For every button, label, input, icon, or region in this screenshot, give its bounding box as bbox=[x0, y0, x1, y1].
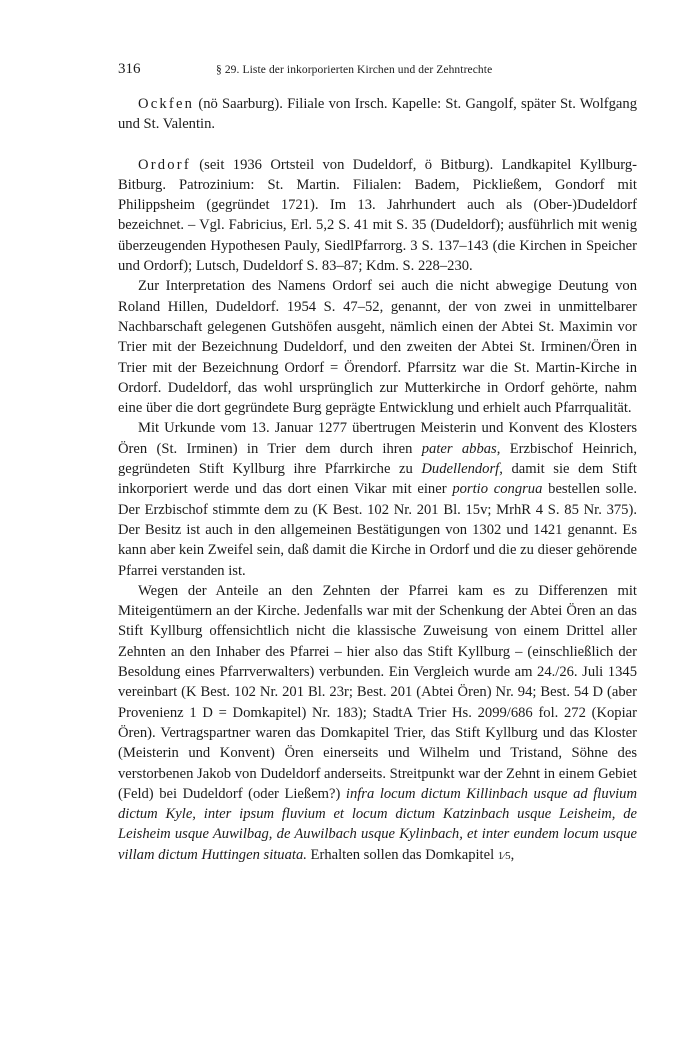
p3-italic-pater-abbas: pater abbas bbox=[421, 440, 497, 457]
page-body bbox=[118, 94, 637, 866]
page-header bbox=[118, 61, 638, 85]
entry-ordorf-paragraph-1 bbox=[118, 155, 637, 277]
entry-name-ockfen: Ockfen bbox=[138, 96, 195, 112]
entry-ockfen bbox=[118, 94, 637, 135]
p3-italic-dudellendorf: Dudellendorf bbox=[421, 461, 500, 478]
page-number: 316 bbox=[118, 61, 141, 77]
p3-italic-portio-congrua: portio congrua bbox=[452, 481, 543, 498]
p3-text-c: , damit sie dem Stift inkorporiert werde und das dort einen Vikar mit einer bbox=[118, 461, 637, 498]
p3-text-a: Mit Urkunde vom 13. Januar 1277 übertrugen Meisterin und Konvent des Klosters Ören (St. Irminen) in Trier dem durch ihren bbox=[118, 420, 637, 457]
p4-text-a: Wegen der Anteile an den Zehnten der Pfarrei kam es zu Differenzen mit Miteigentümern an der Kirche. Jedenfalls war mit der Schenkung der Abtei Ören an das Stift Kyllburg offensichtlich nicht die klassische Zuweisung von einem Drittel aller Zehnten an den Inhaber des Pfarrei – hier also das Stift Kyllburg – (einschließlich der Besoldung eines Pfarrverwalters) verbunden. Ein Vergleich wurde am 24./26. Juli 1345 vereinbart (K Best. 102 Nr. 201 Bl. 23r; Best. 201 (Abtei Ören) Nr. 94; Best. 54 D (aber Provenienz 1 D = Domkapitel) Nr. 183); StadtA Trier Hs. 2099/686 fol. 272 (Kopiar Ören). Vertragspartner waren das Domkapitel Trier, das Stift Kyllburg und das Kloster (Meisterin und Konvent) Ören einerseits und Wilhelm und Tristand, Söhne des verstorbenen Jakob von Dudeldorf anderseits. Streitpunkt war der Zehnt in einem Gebiet (Feld) bei Dudeldorf (oder Ließem?) bbox=[118, 582, 637, 802]
fraction-one-fifth: 1⁄5 bbox=[497, 849, 511, 862]
ordorf-paragraph-4 bbox=[118, 581, 637, 866]
p4-text-b: Erhalten sollen das Domkapitel bbox=[306, 846, 498, 863]
p4-text-end: , bbox=[510, 846, 515, 863]
running-head: § 29. Liste der inkorporierten Kirchen und der Zehntrechte bbox=[216, 64, 493, 76]
p3-text-b: , Erzbischof Heinrich, gegründeten Stift Kyllburg ihre Pfarrkirche zu bbox=[118, 440, 637, 478]
ordorf-text-1: (seit 1936 Ortsteil von Dudeldorf, ö Bitburg). Landkapitel Kyllburg-Bitburg. Patrozinium: St. Martin. Filialen: Badem, Pickließem, Gondorf mit Philippsheim (gegründet 1721). Im 13. Jahrhundert auch als (Ober-)Dudeldorf bezeichnet. – Vgl. Fabricius, Erl. 5,2 S. 41 mit S. 35 (Dudeldorf); ausführlich mit wenig überzeugenden Hypothesen Pauly, SiedlPfarrorg. 3 S. 137–143 (die Kirchen in Speicher und Ordorf); Lutsch, Dudeldorf S. 83–87; Kdm. S. 228–230. bbox=[118, 156, 637, 275]
p3-text-d: bestellen solle. Der Erzbischof stimmte dem zu (K Best. 102 Nr. 201 Bl. 15v; MrhR 4 S. 85 Nr. 375). Der Besitz ist auch in den allgemeinen Bestätigungen von 1302 und 1421 genannt. Es kann aber kein Zweifel sein, daß damit die Kirche in Ordorf und die zu dieser gehörende Pfarrei verstanden ist. bbox=[118, 481, 637, 579]
ordorf-paragraph-3 bbox=[118, 418, 637, 580]
p4-italic-latin-quote: infra locum dictum Killinbach usque ad fluvium dictum Kyle, inter ipsum fluvium et locum dictum Katzinbach usque Leisheim, de Leisheim usque Auwilbag, de Auwilbach usque Kylinbach, et inter eundem locum usque villam dictum Huttingen situata. bbox=[118, 785, 637, 863]
entry-text-ockfen: (nö Saarburg). Filiale von Irsch. Kapelle: St. Gangolf, später St. Wolfgang und St. Valentin. bbox=[118, 96, 637, 133]
ordorf-paragraph-2: Zur Interpretation des Namens Ordorf sei auch die nicht abwegige Deutung von Roland Hillen, Dudeldorf. 1954 S. 47–52, genannt, der von zwei in unmittelbarer Nachbarschaft gelegenen Gutshöfen ausgeht, nämlich einen der Abtei St. Maximin vor Trier mit der Bezeichnung Dudeldorf, und den zweiten der Abtei St. Irminen/Ören in Trier mit der Bezeichnung Ordorf = Örendorf. Pfarrsitz war die St. Martin-Kirche in Ordorf. Dudeldorf, das wohl ursprünglich zur Mutterkirche in Ordorf gehörte, nahm eine über die dort gegründete Burg geprägte Entwicklung und erhielt auch Pfarrqualität. bbox=[118, 278, 637, 417]
entry-name-ordorf: Ordorf bbox=[138, 156, 191, 173]
